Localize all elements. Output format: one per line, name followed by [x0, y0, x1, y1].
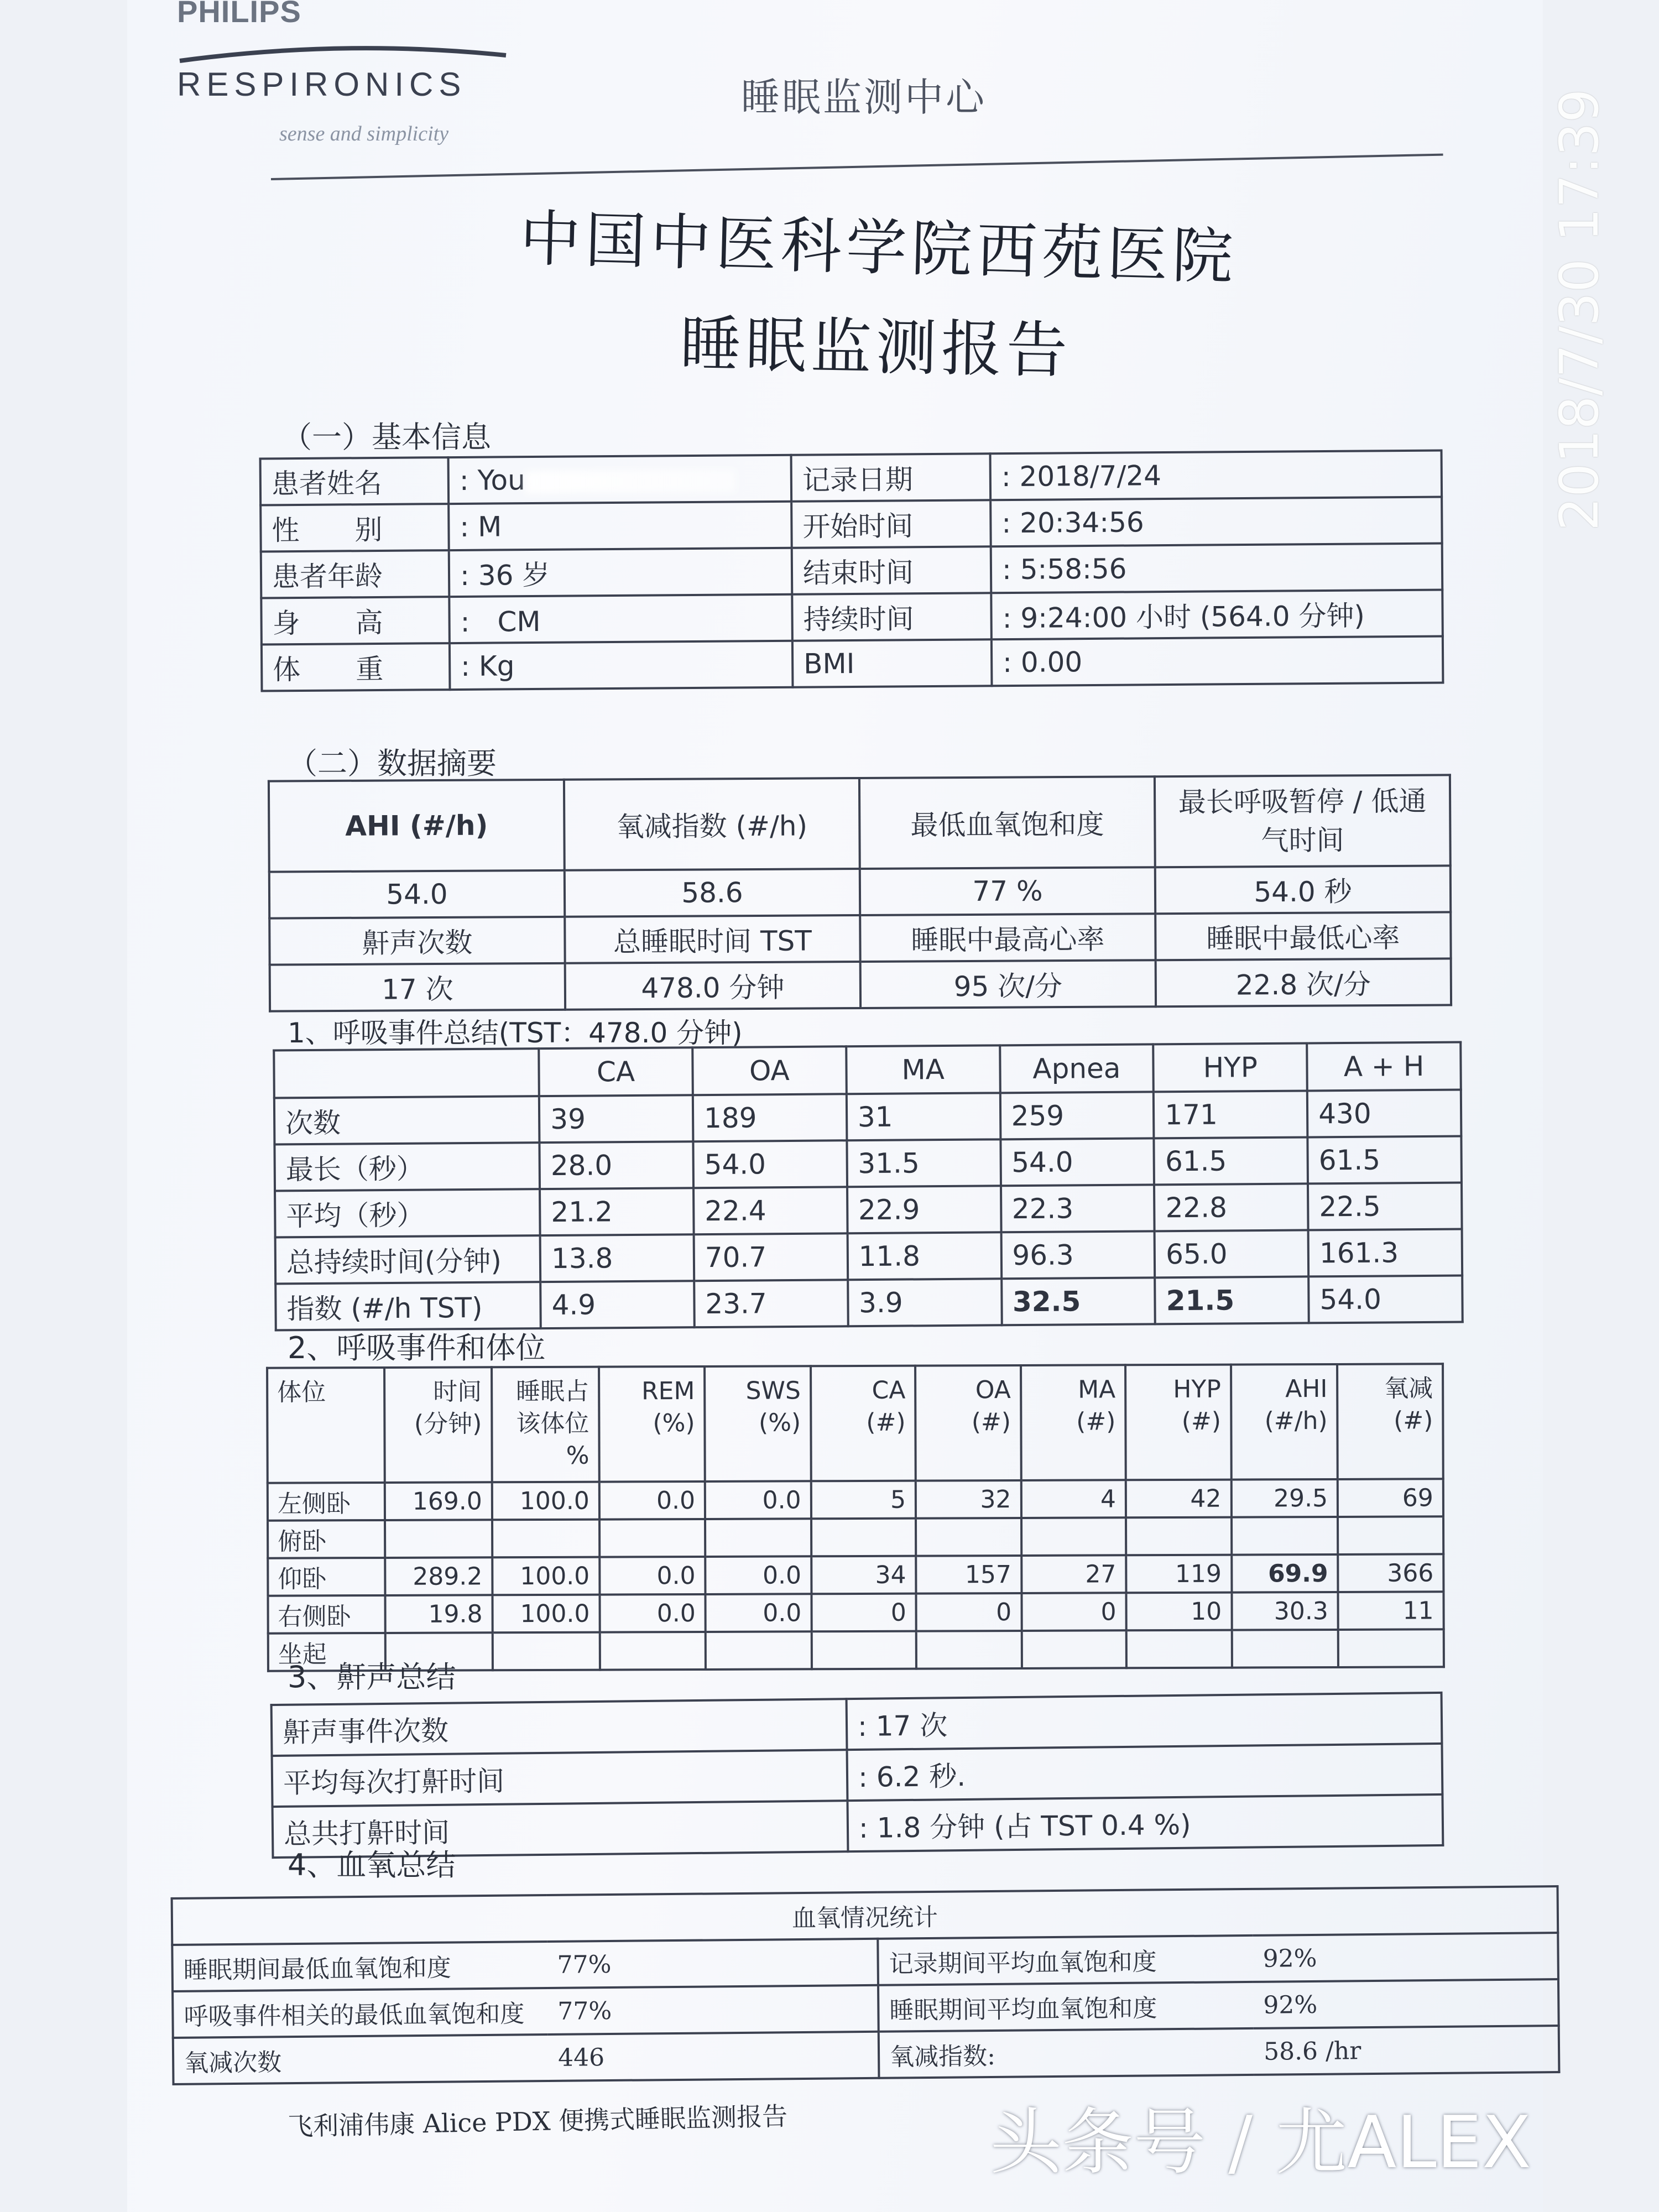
- position-cell: [1338, 1629, 1444, 1667]
- basic-value: : 9:24:00 小时 (564.0 分钟): [991, 590, 1443, 640]
- events-cell: 171: [1154, 1091, 1307, 1138]
- basic-info-row: [261, 590, 1443, 645]
- position-row: [268, 1516, 1443, 1558]
- events-row: [275, 1276, 1463, 1331]
- snore-value: : 17 次: [847, 1693, 1442, 1750]
- basic-info-row: [260, 497, 1442, 552]
- basic-info-row: [261, 544, 1443, 598]
- position-cell: 10: [1126, 1593, 1232, 1631]
- photo-date-stamp: 2018/7/30 17:39: [1548, 88, 1610, 531]
- position-column-header: 氧减 (#): [1337, 1364, 1443, 1479]
- basic-value: : 5:58:56: [991, 544, 1443, 593]
- position-cell: 19.8: [385, 1595, 493, 1633]
- summary-cell: 最长呼吸暂停 / 低通气时间: [1155, 775, 1451, 867]
- events-cell: 65.0: [1155, 1230, 1308, 1277]
- oxygen-label: 睡眠期间平均血氧饱和度: [878, 1982, 1254, 2032]
- basic-value: : 0.00: [992, 637, 1443, 686]
- events-cell: 4.9: [540, 1281, 694, 1328]
- events-cell: 13.8: [540, 1234, 694, 1282]
- center-name: 睡眠监测中心: [741, 75, 987, 120]
- position-cell: 11: [1338, 1592, 1444, 1630]
- position-cell: 100.0: [492, 1595, 599, 1633]
- brand-respironics: RESPIRONICS: [177, 66, 467, 103]
- events-cell: 23.7: [694, 1280, 848, 1327]
- position-column-header: AHI (#/h): [1231, 1364, 1338, 1480]
- oxygen-value: 92%: [1253, 1933, 1558, 1982]
- summary-cell: 氧减指数 (#/h): [564, 778, 860, 870]
- basic-label: 记录日期: [791, 453, 991, 502]
- events-cell: 22.8: [1154, 1183, 1308, 1231]
- position-cell: [811, 1631, 916, 1670]
- summary-cell: AHI (#/h): [269, 780, 565, 872]
- events-cell: 61.5: [1308, 1136, 1462, 1184]
- events-cell: 31.5: [847, 1139, 1000, 1187]
- position-cell: 5: [811, 1481, 916, 1519]
- basic-label: BMI: [792, 639, 992, 687]
- position-cell: [385, 1520, 492, 1558]
- events-row-label: 平均（秒）: [275, 1189, 540, 1237]
- position-column-header: CA (#): [811, 1366, 916, 1481]
- oxygen-label: 记录期间平均血氧饱和度: [878, 1936, 1253, 1985]
- position-cell: 0: [1021, 1593, 1126, 1631]
- position-cell: 42: [1126, 1480, 1232, 1518]
- basic-value: : 2018/7/24: [990, 451, 1442, 500]
- oxygen-label: 氧减次数: [173, 2034, 549, 2084]
- events-cell: 22.3: [1001, 1185, 1155, 1232]
- basic-label: 性 别: [260, 504, 449, 551]
- summary-row: [270, 958, 1451, 1011]
- basic-label: 开始时间: [791, 500, 991, 548]
- summary-cell: 17 次: [270, 963, 565, 1011]
- position-cell: 0.0: [599, 1594, 706, 1632]
- position-column-header: SWS (%): [705, 1366, 811, 1481]
- basic-value: : Kg: [450, 641, 793, 690]
- basic-label: 结束时间: [792, 546, 992, 594]
- position-cell: 69: [1338, 1479, 1443, 1517]
- position-cell: 34: [811, 1556, 916, 1594]
- position-cell: [916, 1518, 1021, 1556]
- summary-cell: 77 %: [860, 867, 1155, 915]
- position-column-header: 时间 (分钟): [385, 1367, 492, 1483]
- events-header-row: [274, 1042, 1461, 1098]
- position-cell: [1126, 1517, 1232, 1556]
- basic-info-heading: （一）基本信息: [282, 420, 491, 455]
- summary-cell: 睡眠中最低心率: [1155, 912, 1451, 960]
- basic-value: : You: [448, 455, 792, 504]
- events-column-header: MA: [846, 1045, 1000, 1094]
- position-column-header: OA (#): [915, 1365, 1021, 1481]
- basic-value: : CM: [449, 594, 792, 643]
- events-cell: 28.0: [540, 1141, 693, 1189]
- basic-value: : 20:34:56: [990, 497, 1442, 547]
- position-cell: [493, 1632, 600, 1671]
- position-cell: [492, 1520, 599, 1558]
- events-column-header: [274, 1048, 539, 1098]
- position-cell: 0.0: [706, 1594, 812, 1632]
- events-row: [274, 1136, 1462, 1191]
- summary-cell: 22.8 次/分: [1156, 958, 1451, 1006]
- events-cell: 39: [539, 1095, 693, 1142]
- position-cell: [916, 1631, 1022, 1669]
- events-cell: 3.9: [848, 1279, 1001, 1326]
- position-row: [268, 1592, 1443, 1633]
- events-column-header: CA: [539, 1047, 692, 1096]
- basic-value: : 36 岁: [449, 548, 792, 597]
- position-cell: [599, 1519, 706, 1557]
- events-cell: 259: [1000, 1092, 1154, 1139]
- events-cell: 31: [847, 1093, 1000, 1140]
- position-cell: 29.5: [1231, 1479, 1338, 1517]
- events-cell: 189: [693, 1094, 847, 1141]
- position-label: 俯卧: [268, 1520, 385, 1558]
- oxygen-value: 92%: [1253, 1979, 1559, 2028]
- position-cell: 27: [1021, 1555, 1126, 1593]
- oxygen-label: 氧减指数:: [879, 2028, 1254, 2078]
- summary-cell: 总睡眠时间 TST: [565, 915, 860, 963]
- position-label: 左侧卧: [268, 1483, 385, 1521]
- events-cell: 21.2: [540, 1188, 693, 1235]
- position-cell: 30.3: [1232, 1592, 1338, 1630]
- position-cell: 0.0: [705, 1556, 811, 1594]
- events-cell: 21.5: [1155, 1276, 1308, 1324]
- summary-cell: 最低血氧饱和度: [859, 776, 1155, 869]
- summary-cell: 睡眠中最高心率: [860, 914, 1155, 962]
- oxygen-value: 77%: [547, 1985, 879, 2034]
- summary-cell: 54.0: [269, 870, 565, 919]
- position-cell: [705, 1519, 811, 1557]
- position-cell: [1232, 1630, 1338, 1668]
- position-row: [268, 1479, 1443, 1520]
- position-cell: 32: [916, 1480, 1021, 1519]
- position-cell: [1232, 1517, 1338, 1555]
- events-cell: 54.0: [1000, 1138, 1154, 1186]
- summary-cell: 58.6: [565, 869, 860, 917]
- respiratory-events-heading: 1、呼吸事件总结(TST：478.0 分钟): [288, 1017, 743, 1049]
- position-cell: 0: [811, 1594, 916, 1632]
- position-cell: 0.0: [599, 1557, 706, 1595]
- position-events-table: [266, 1363, 1445, 1672]
- summary-row: [269, 865, 1451, 918]
- swoosh-icon: [177, 44, 509, 66]
- oxygen-summary-heading: 4、血氧总结: [288, 1848, 456, 1882]
- report-title: 睡眠监测报告: [679, 308, 1072, 387]
- oxygen-label: 睡眠期间最低血氧饱和度: [172, 1942, 547, 1991]
- basic-info-table: [259, 450, 1444, 692]
- events-cell: 54.0: [1308, 1276, 1462, 1323]
- redaction-blur: [525, 469, 735, 493]
- events-cell: 161.3: [1308, 1229, 1462, 1277]
- position-cell: [1021, 1517, 1126, 1556]
- oxygen-summary-table: [171, 1885, 1561, 2085]
- position-column-header: 睡眠占 该体位 %: [492, 1367, 599, 1483]
- summary-cell: 鼾声次数: [269, 917, 565, 965]
- events-cell: 430: [1307, 1090, 1461, 1138]
- snore-label: 鼾声事件次数: [272, 1699, 847, 1756]
- summary-cell: 478.0 分钟: [565, 962, 860, 1010]
- snore-label: 平均每次打鼾时间: [272, 1750, 848, 1807]
- events-column-header: Apnea: [1000, 1044, 1154, 1093]
- position-cell: [706, 1631, 812, 1670]
- watermark: 头条号 / 尤ALEX: [990, 2100, 1531, 2184]
- position-column-header: MA (#): [1021, 1365, 1126, 1480]
- position-cell: 0.0: [599, 1481, 706, 1520]
- events-row-label: 最长（秒）: [274, 1142, 540, 1191]
- summary-table: [268, 774, 1452, 1012]
- basic-label: 患者姓名: [260, 457, 449, 505]
- position-cell: [1126, 1630, 1232, 1668]
- snore-summary-table: [270, 1692, 1444, 1859]
- events-column-header: HYP: [1154, 1043, 1307, 1092]
- events-row: [274, 1090, 1462, 1145]
- summary-row: [269, 912, 1451, 964]
- position-label: 仰卧: [268, 1558, 385, 1596]
- basic-label: 患者年龄: [261, 550, 450, 598]
- events-row-label: 次数: [274, 1096, 540, 1144]
- report-footer: 飞利浦伟康 Alice PDX 便携式睡眠监测报告: [287, 2101, 788, 2142]
- position-cell: 366: [1338, 1554, 1443, 1592]
- position-cell: 100.0: [492, 1482, 599, 1520]
- position-cell: 169.0: [385, 1482, 492, 1520]
- hospital-title: 中国中医科学院西苑医院: [519, 203, 1239, 293]
- events-cell: 32.5: [1001, 1277, 1155, 1325]
- oxygen-value: 58.6 /hr: [1254, 2026, 1559, 2075]
- brand-tagline: sense and simplicity: [279, 122, 449, 145]
- events-row: [275, 1229, 1463, 1284]
- events-cell: 22.4: [693, 1187, 847, 1234]
- events-cell: 22.9: [847, 1186, 1001, 1233]
- position-cell: 289.2: [385, 1557, 493, 1595]
- position-column-header: 体位: [267, 1368, 385, 1483]
- oxygen-value: 446: [548, 2032, 879, 2081]
- position-cell: 69.9: [1232, 1554, 1338, 1593]
- position-cell: 0: [916, 1593, 1022, 1631]
- events-column-header: OA: [692, 1046, 846, 1095]
- position-cell: 100.0: [492, 1557, 599, 1595]
- basic-info-row: [262, 637, 1443, 691]
- basic-info-row: [260, 451, 1442, 505]
- events-row: [275, 1183, 1462, 1238]
- brand-philips: PHILIPS: [177, 0, 301, 29]
- summary-cell: 95 次/分: [860, 960, 1156, 1008]
- respiratory-events-table: [273, 1041, 1464, 1332]
- events-cell: 96.3: [1001, 1231, 1155, 1279]
- basic-label: 持续时间: [792, 593, 992, 641]
- snore-summary-heading: 3、鼾声总结: [288, 1660, 456, 1694]
- summary-row: [269, 775, 1451, 872]
- position-events-heading: 2、呼吸事件和体位: [288, 1331, 546, 1365]
- position-column-header: HYP (#): [1125, 1365, 1231, 1480]
- events-cell: 54.0: [693, 1140, 847, 1188]
- events-row-label: 指数 (#/h TST): [275, 1282, 541, 1330]
- position-row: [268, 1554, 1443, 1595]
- position-cell: [1338, 1516, 1443, 1554]
- oxygen-table-title: 血氧情况统计: [172, 1886, 1558, 1945]
- events-cell: 70.7: [694, 1233, 848, 1281]
- summary-heading: （二）数据摘要: [288, 746, 497, 781]
- position-cell: 4: [1021, 1480, 1126, 1518]
- position-cell: 157: [916, 1556, 1021, 1594]
- oxygen-label: 呼吸事件相关的最低血氧饱和度: [173, 1988, 548, 2038]
- position-cell: [1021, 1630, 1126, 1668]
- oxygen-value: 77%: [547, 1939, 878, 1988]
- philips-respironics-logo: [177, 0, 531, 160]
- snore-value: : 1.8 分钟 (占 TST 0.4 %): [847, 1794, 1443, 1851]
- basic-value: : M: [448, 502, 792, 550]
- events-cell: 61.5: [1154, 1137, 1308, 1185]
- summary-cell: 54.0 秒: [1155, 865, 1451, 914]
- position-header-row: [267, 1364, 1443, 1483]
- basic-label: 体 重: [262, 643, 450, 691]
- position-column-header: REM (%): [599, 1366, 705, 1482]
- position-cell: 119: [1126, 1555, 1232, 1593]
- events-row-label: 总持续时间(分钟): [275, 1235, 541, 1284]
- snore-value: : 6.2 秒.: [847, 1744, 1443, 1801]
- position-cell: [811, 1519, 916, 1557]
- position-label: 坐起: [268, 1633, 386, 1671]
- snore-label: 总共打鼾时间: [273, 1801, 848, 1858]
- position-label: 右侧卧: [268, 1595, 385, 1634]
- events-column-header: A + H: [1307, 1042, 1460, 1091]
- events-cell: 22.5: [1308, 1183, 1462, 1230]
- events-cell: 11.8: [847, 1232, 1001, 1280]
- basic-label: 身 高: [261, 597, 450, 644]
- position-cell: 0.0: [705, 1481, 811, 1519]
- position-cell: [600, 1632, 706, 1670]
